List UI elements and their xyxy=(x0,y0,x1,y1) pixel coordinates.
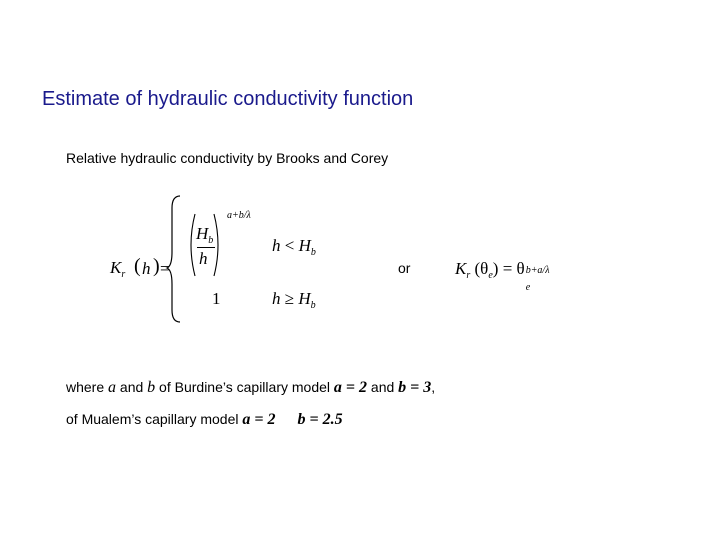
fraction-denominator: h xyxy=(199,249,208,268)
case2-h-upper: H xyxy=(298,289,311,308)
case2-h: h xyxy=(272,289,281,308)
fraction-right-paren xyxy=(213,213,223,277)
burdine-prefix: where xyxy=(66,379,109,395)
case2-operator: ≥ xyxy=(280,289,299,308)
burdine-and-2: and xyxy=(367,379,399,395)
case1-h: h xyxy=(272,236,281,255)
burdine-and: and xyxy=(116,379,148,395)
alt-subscript-e: e xyxy=(488,270,493,281)
alt-subscript-r: r xyxy=(466,270,471,281)
lhs-k: K xyxy=(110,258,122,277)
burdine-line xyxy=(66,379,435,397)
alt-formula xyxy=(455,259,559,293)
mualem-a-value: a = 2 xyxy=(242,411,276,428)
alt-k: K xyxy=(455,259,467,278)
lhs-open-paren: ( xyxy=(134,255,141,277)
case2-value: 1 xyxy=(212,289,221,308)
fraction-left-paren xyxy=(186,213,196,277)
burdine-suffix: , xyxy=(431,379,436,395)
case2-subscript-b: b xyxy=(310,300,316,311)
fraction-numerator xyxy=(196,224,213,244)
subtitle: Relative hydraulic conductivity by Brooks and Corey xyxy=(66,150,389,166)
alt-close-equals: ) = xyxy=(492,259,517,278)
alt-open-paren: ( xyxy=(470,259,481,278)
case1-condition xyxy=(272,236,316,256)
mualem-b-value: b = 2.5 xyxy=(297,411,343,428)
mualem-line xyxy=(66,411,343,429)
burdine-middle: of Burdine’s capillary model xyxy=(155,379,334,395)
numerator-h-upper: H xyxy=(196,224,209,243)
burdine-a: a xyxy=(108,379,117,396)
case1-subscript-b: b xyxy=(310,247,316,258)
alt-theta: θ xyxy=(480,259,489,278)
mualem-prefix: of Mualem’s capillary model xyxy=(66,411,243,427)
alt-theta-rhs: θ xyxy=(516,259,525,278)
lhs-close-paren: ) xyxy=(153,255,160,277)
lhs-subscript-r: r xyxy=(121,269,126,280)
alt-exponent: b+a/λ xyxy=(525,265,550,276)
burdine-a-value: a = 2 xyxy=(333,379,368,396)
case1-h-upper: H xyxy=(298,236,311,255)
formula-lhs xyxy=(110,258,125,278)
case1-operator: < xyxy=(280,236,299,255)
page-title: Estimate of hydraulic conductivity function xyxy=(42,88,414,110)
numerator-subscript-b: b xyxy=(208,235,214,246)
fraction-exponent: a+b/λ xyxy=(227,210,251,221)
fraction-bar xyxy=(197,247,215,248)
alt-subscript-e-rhs: e xyxy=(525,282,531,293)
lhs-h: h xyxy=(142,259,151,278)
lhs-equals: = xyxy=(160,259,170,278)
burdine-b: b xyxy=(147,379,156,396)
or-connector: or xyxy=(398,260,411,276)
case2-condition xyxy=(272,289,316,309)
cases-brace xyxy=(166,194,182,324)
burdine-b-value: b = 3 xyxy=(398,379,432,396)
